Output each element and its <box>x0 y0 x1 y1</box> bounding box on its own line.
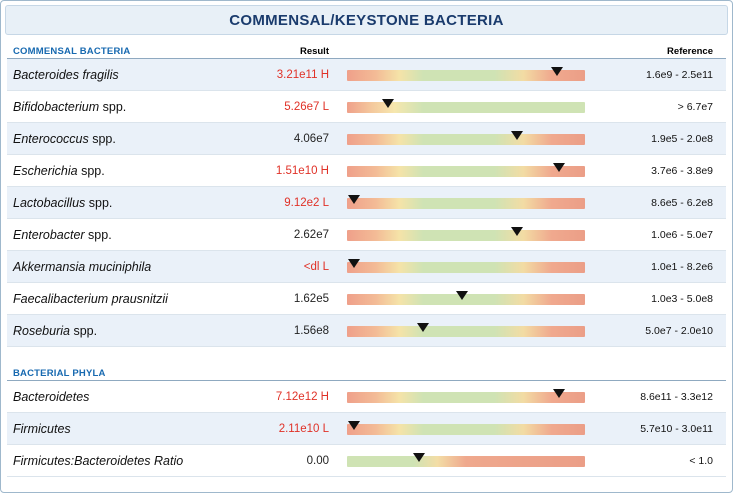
result-value: 2.62e7 <box>293 228 329 241</box>
reference-range: 1.6e9 - 2.5e11 <box>646 68 713 81</box>
reference-range: 1.9e5 - 2.0e8 <box>651 132 713 145</box>
range-bar-cell <box>331 454 601 468</box>
range-gradient <box>347 392 585 403</box>
result-value: 0.00 <box>306 454 329 467</box>
result-marker <box>348 421 360 430</box>
result-value: <dl L <box>303 260 329 273</box>
range-bar <box>339 164 593 178</box>
range-bar <box>339 196 593 210</box>
range-bar <box>339 292 593 306</box>
analyte-name: Escherichia spp. <box>13 163 105 178</box>
page-title: COMMENSAL/KEYSTONE BACTERIA <box>229 11 504 29</box>
result-marker <box>413 453 425 462</box>
range-bar-cell <box>331 260 601 274</box>
analyte-name: Faecalibacterium prausnitzii <box>13 291 168 306</box>
analyte-name: Akkermansia muciniphila <box>13 259 152 274</box>
analyte-name: Bacteroidetes <box>13 389 90 404</box>
table-row <box>7 251 726 283</box>
range-bar <box>339 454 593 468</box>
range-bar <box>339 132 593 146</box>
result-value: 1.51e10 H <box>275 164 329 177</box>
table-row <box>7 283 726 315</box>
reference-range: 1.0e1 - 8.2e6 <box>651 260 713 273</box>
reference-range: 5.0e7 - 2.0e10 <box>645 324 713 337</box>
analyte-name: Firmicutes <box>13 421 71 436</box>
result-marker <box>456 291 468 300</box>
column-header-phyla: BACTERIAL PHYLA <box>13 368 106 379</box>
range-bar-cell <box>331 100 601 114</box>
result-marker <box>553 389 565 398</box>
table-row <box>7 219 726 251</box>
range-bar-cell <box>331 228 601 242</box>
analyte-name: Bifidobacterium spp. <box>13 99 127 114</box>
table-row <box>7 91 726 123</box>
table-row <box>7 315 726 347</box>
table-row <box>7 59 726 91</box>
reference-range: 8.6e5 - 6.2e8 <box>651 196 713 209</box>
reference-range: < 1.0 <box>689 454 713 467</box>
range-gradient <box>347 70 585 81</box>
range-bar-cell <box>331 196 601 210</box>
table-header <box>7 35 726 59</box>
result-value: 5.26e7 L <box>284 100 329 113</box>
result-marker <box>511 227 523 236</box>
result-value: 1.62e5 <box>293 292 329 305</box>
analyte-name: Lactobacillus spp. <box>13 195 113 210</box>
range-bar-cell <box>331 164 601 178</box>
range-bar <box>339 100 593 114</box>
section-gap <box>1 347 732 357</box>
analyte-name: Enterobacter spp. <box>13 227 112 242</box>
section-commensal-bacteria <box>7 35 726 347</box>
analyte-name: Enterococcus spp. <box>13 131 116 146</box>
range-bar <box>339 390 593 404</box>
reference-range: 3.7e6 - 3.8e9 <box>651 164 713 177</box>
result-marker <box>348 195 360 204</box>
result-value: 3.21e11 H <box>276 68 329 81</box>
section-bacterial-phyla <box>7 357 726 477</box>
result-value: 2.11e10 L <box>278 422 329 435</box>
range-bar-cell <box>331 132 601 146</box>
reference-range: 8.6e11 - 3.3e12 <box>640 390 713 403</box>
analyte-name: Firmicutes:Bacteroidetes Ratio <box>13 453 184 468</box>
column-header-result: Result <box>299 46 329 57</box>
result-marker <box>348 259 360 268</box>
table-row <box>7 155 726 187</box>
table-row <box>7 381 726 413</box>
result-marker <box>511 131 523 140</box>
range-bar <box>339 68 593 82</box>
column-header-name: COMMENSAL BACTERIA <box>13 46 131 57</box>
result-marker <box>417 323 429 332</box>
range-bar <box>339 324 593 338</box>
range-gradient <box>347 262 585 273</box>
range-bar <box>339 422 593 436</box>
table-row <box>7 123 726 155</box>
analyte-name: Bacteroides fragilis <box>13 67 119 82</box>
range-bar <box>339 228 593 242</box>
result-marker <box>553 163 565 172</box>
column-header-reference: Reference <box>667 46 713 57</box>
range-bar-cell <box>331 68 601 82</box>
phyla-header <box>7 357 726 381</box>
table-row <box>7 413 726 445</box>
analyte-name: Roseburia spp. <box>13 323 98 338</box>
result-marker <box>382 99 394 108</box>
range-gradient <box>347 326 585 337</box>
reference-range: > 6.7e7 <box>677 100 713 113</box>
range-bar-cell <box>331 324 601 338</box>
result-value: 4.06e7 <box>293 132 329 145</box>
result-value: 9.12e2 L <box>284 196 329 209</box>
range-bar-cell <box>331 422 601 436</box>
report-title-bar <box>5 5 728 35</box>
reference-range: 1.0e3 - 5.0e8 <box>651 292 713 305</box>
range-gradient <box>347 456 585 467</box>
range-bar-cell <box>331 390 601 404</box>
range-gradient <box>347 198 585 209</box>
reference-range: 5.7e10 - 3.0e11 <box>640 422 713 435</box>
range-gradient <box>347 134 585 145</box>
table-row <box>7 445 726 477</box>
range-gradient <box>347 230 585 241</box>
result-value: 7.12e12 H <box>275 390 329 403</box>
range-gradient <box>347 166 585 177</box>
range-gradient <box>347 424 585 435</box>
range-bar <box>339 260 593 274</box>
result-value: 1.56e8 <box>293 324 329 337</box>
table-row <box>7 187 726 219</box>
result-marker <box>551 67 563 76</box>
reference-range: 1.0e6 - 5.0e7 <box>651 228 713 241</box>
range-bar-cell <box>331 292 601 306</box>
